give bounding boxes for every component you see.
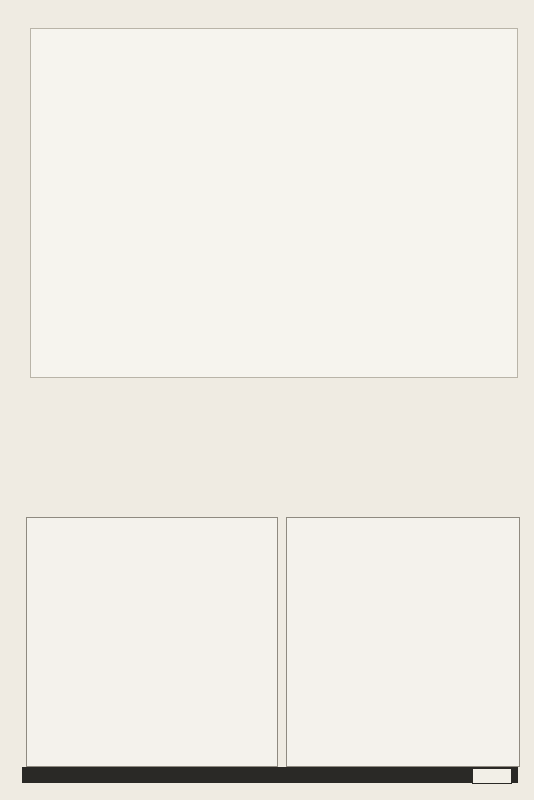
description-column — [193, 406, 346, 516]
pendant-descriptions — [34, 406, 504, 516]
footer-banner — [22, 767, 518, 783]
pendants-photo — [30, 28, 518, 378]
synthetic-pendants-illustration — [289, 520, 517, 654]
diamond-pendants-photo — [29, 520, 275, 668]
diamond-pendants-illustration — [29, 520, 275, 668]
synthetic-pendants-photo — [289, 520, 517, 654]
page-number — [472, 768, 512, 784]
pendants-illustration — [31, 29, 517, 377]
synthetic-pendants-box — [286, 517, 520, 767]
description-column — [351, 406, 504, 516]
diamond-pendants-box — [26, 517, 278, 767]
description-column — [34, 406, 187, 516]
